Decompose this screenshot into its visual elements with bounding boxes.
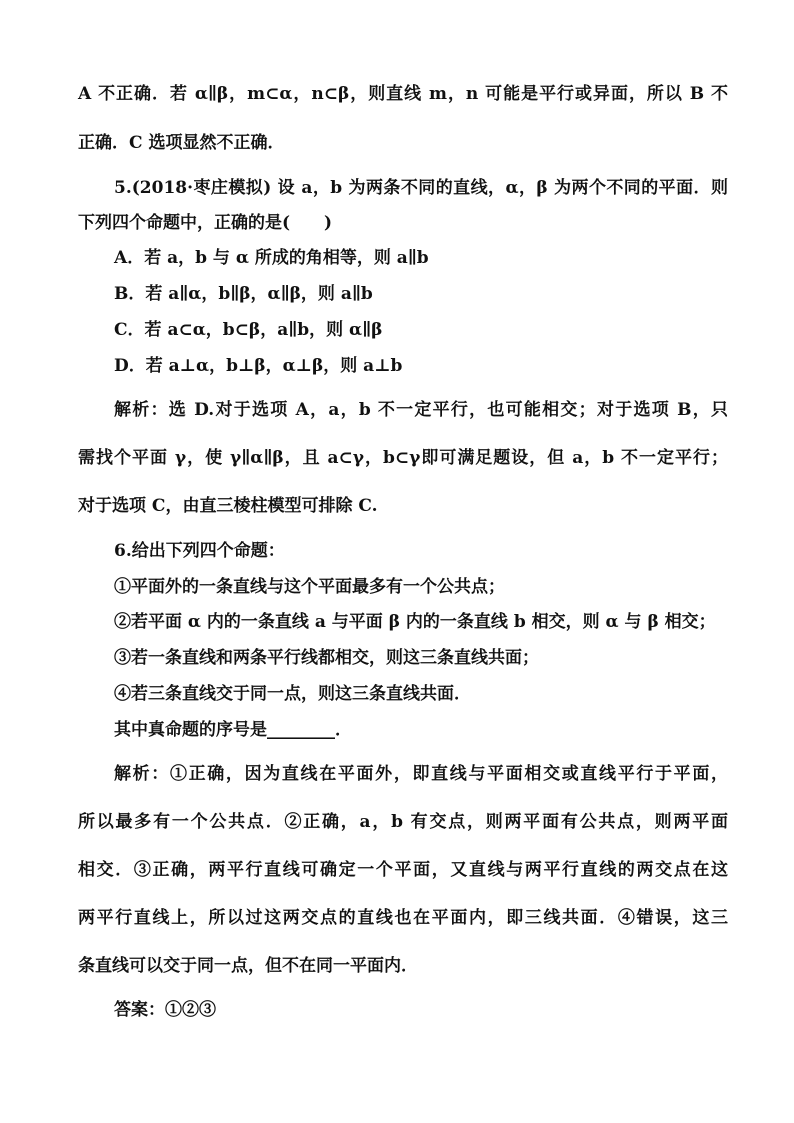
text-line: 下列四个命题中，正确的是( ) [78, 213, 333, 233]
text-line: A 不正确．若 α∥β，m⊂α，n⊂β，则直线 m，n 可能是平行或异面，所以 B 不 [78, 84, 728, 104]
text-line: 正确．C 选项显然不正确． [78, 133, 285, 153]
option-b: B．若 a∥α，b∥β，α∥β，则 a∥b [114, 284, 373, 304]
text-line: 相交．③正确，两平行直线可确定一个平面，又直线与两平行直线的两交点在这 [78, 860, 728, 880]
text-line: 对于选项 C，由直三棱柱模型可排除 C. [78, 496, 378, 516]
text-line: 所以最多有一个公共点．②正确，a，b 有交点，则两平面有公共点，则两平面 [78, 812, 728, 832]
solution-5: 解析：选 D.对于选项 A，a，b 不一定平行，也可能相交；对于选项 B，只 [114, 400, 728, 420]
proposition-1: ①平面外的一条直线与这个平面最多有一个公共点； [114, 577, 505, 597]
proposition-2: ②若平面 α 内的一条直线 a 与平面 β 内的一条直线 b 相交，则 α 与 β 相交； [114, 612, 716, 632]
text-line: 需找个平面 γ，使 γ∥α∥β，且 a⊂γ，b⊂γ即可满足题设，但 a，b 不一定平行； [78, 448, 728, 468]
text-line: 两平行直线上，所以过这两交点的直线也在平面内，即三线共面．④错误，这三 [78, 908, 728, 928]
question-6-stem: 6.给出下列四个命题： [114, 541, 285, 561]
text-line: 条直线可以交于同一点，但不在同一平面内． [78, 956, 418, 976]
question-5-stem: 5.(2018·枣庄模拟) 设 a，b 为两条不同的直线，α，β 为两个不同的平面．则 [114, 178, 728, 198]
option-d: D．若 a⊥α，b⊥β，α⊥β，则 a⊥b [114, 356, 403, 376]
proposition-3: ③若一条直线和两条平行线都相交，则这三条直线共面； [114, 648, 539, 668]
answer: 答案：①②③ [114, 1000, 216, 1020]
option-c: C．若 a⊂α，b⊂β，a∥b，则 α∥β [114, 320, 383, 340]
question-6-prompt: 其中真命题的序号是________． [114, 720, 352, 740]
proposition-4: ④若三条直线交于同一点，则这三条直线共面． [114, 684, 471, 704]
option-a: A．若 a，b 与 α 所成的角相等，则 a∥b [114, 248, 429, 268]
solution-6: 解析：①正确，因为直线在平面外，即直线与平面相交或直线平行于平面， [114, 764, 728, 784]
